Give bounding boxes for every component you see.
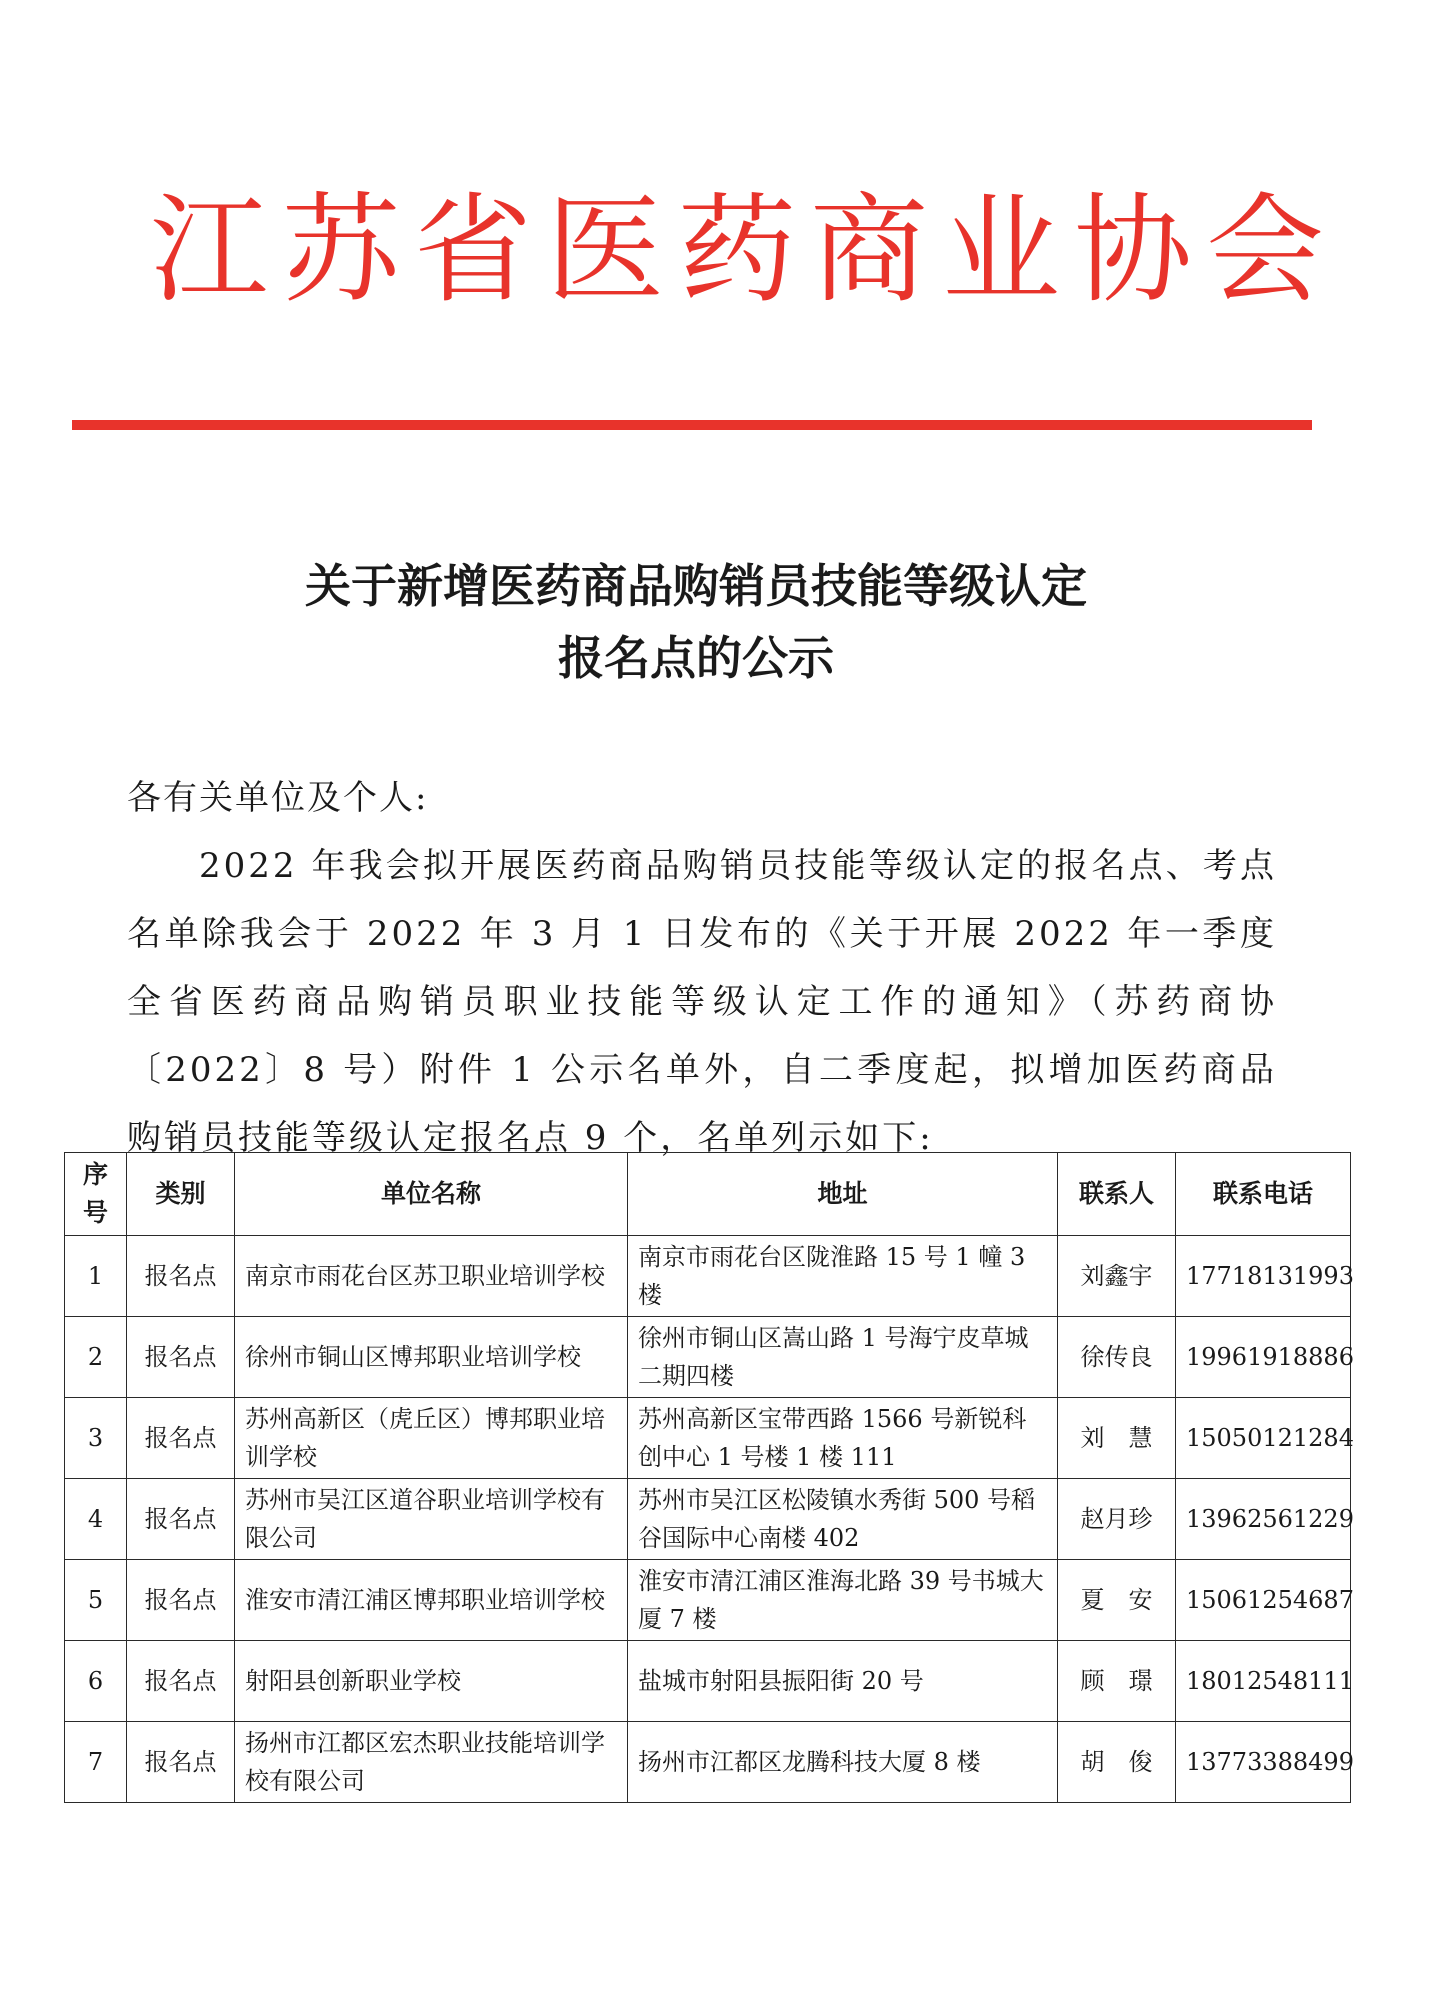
cell-seq: 2 (65, 1317, 127, 1398)
table-row (65, 1641, 1351, 1722)
header-category: 类别 (127, 1153, 235, 1236)
cell-contact: 徐传良 (1058, 1317, 1176, 1398)
cell-phone: 18012548111 (1176, 1641, 1351, 1722)
cell-category: 报名点 (127, 1479, 235, 1560)
cell-contact: 赵月珍 (1058, 1479, 1176, 1560)
letterhead-red-rule (72, 420, 1312, 430)
cell-unit: 苏州市吴江区道谷职业培训学校有限公司 (235, 1479, 628, 1560)
document-title-line-2: 报名点的公示 (558, 631, 834, 685)
registration-points-table (64, 1152, 1354, 1803)
salutation: 各有关单位及个人: (127, 778, 429, 818)
document-title-line-1: 关于新增医药商品购销员技能等级认定 (305, 559, 1087, 613)
cell-phone: 19961918886 (1176, 1317, 1351, 1398)
cell-unit: 扬州市江都区宏杰职业技能培训学校有限公司 (235, 1722, 628, 1803)
cell-category: 报名点 (127, 1560, 235, 1641)
table-row (65, 1479, 1351, 1560)
cell-unit: 徐州市铜山区博邦职业培训学校 (235, 1317, 628, 1398)
cell-address: 扬州市江都区龙腾科技大厦 8 楼 (628, 1722, 1058, 1803)
cell-contact: 刘鑫宇 (1058, 1236, 1176, 1317)
cell-seq: 4 (65, 1479, 127, 1560)
table-row (65, 1560, 1351, 1641)
table-row (65, 1398, 1351, 1479)
cell-contact: 胡 俊 (1058, 1722, 1176, 1803)
cell-address: 南京市雨花台区陇淮路 15 号 1 幢 3 楼 (628, 1236, 1058, 1317)
cell-phone: 15061254687 (1176, 1560, 1351, 1641)
cell-address: 徐州市铜山区嵩山路 1 号海宁皮草城二期四楼 (628, 1317, 1058, 1398)
cell-contact: 刘 慧 (1058, 1398, 1176, 1479)
cell-address: 淮安市清江浦区淮海北路 39 号书城大厦 7 楼 (628, 1560, 1058, 1641)
cell-seq: 3 (65, 1398, 127, 1479)
table-row (65, 1236, 1351, 1317)
letterhead-org-name: 江苏省医药商业协会 (150, 181, 1339, 319)
cell-address: 盐城市射阳县振阳街 20 号 (628, 1641, 1058, 1722)
cell-seq: 1 (65, 1236, 127, 1317)
cell-category: 报名点 (127, 1317, 235, 1398)
cell-phone: 15050121284 (1176, 1398, 1351, 1479)
header-unit: 单位名称 (235, 1153, 628, 1236)
cell-phone: 13962561229 (1176, 1479, 1351, 1560)
cell-category: 报名点 (127, 1641, 235, 1722)
cell-seq: 5 (65, 1560, 127, 1641)
cell-address: 苏州高新区宝带西路 1566 号新锐科创中心 1 号楼 1 楼 111 (628, 1398, 1058, 1479)
header-phone: 联系电话 (1176, 1153, 1351, 1236)
cell-seq: 6 (65, 1641, 127, 1722)
cell-unit: 淮安市清江浦区博邦职业培训学校 (235, 1560, 628, 1641)
cell-category: 报名点 (127, 1398, 235, 1479)
cell-address: 苏州市吴江区松陵镇水秀街 500 号稻谷国际中心南楼 402 (628, 1479, 1058, 1560)
table-row (65, 1722, 1351, 1803)
header-contact: 联系人 (1058, 1153, 1176, 1236)
cell-phone: 17718131993 (1176, 1236, 1351, 1317)
header-seq: 序号 (65, 1153, 127, 1236)
cell-unit: 南京市雨花台区苏卫职业培训学校 (235, 1236, 628, 1317)
cell-contact: 夏 安 (1058, 1560, 1176, 1641)
cell-contact: 顾 璟 (1058, 1641, 1176, 1722)
cell-category: 报名点 (127, 1722, 235, 1803)
body-paragraph: 2022 年我会拟开展医药商品购销员技能等级认定的报名点、考点名单除我会于 2022 年 3 月 1 日发布的《关于开展 2022 年一季度全省医药商品购销员职业技能等级认定工作的通知》（苏药商协〔2022〕8 号）附件 1 公示名单外，自二季度起，拟增加医药商品购销员技能等级认定报名点 9 个，名单列示如下: (127, 846, 1277, 1158)
table-header-row (65, 1153, 1351, 1236)
cell-phone: 13773388499 (1176, 1722, 1351, 1803)
cell-seq: 7 (65, 1722, 127, 1803)
cell-category: 报名点 (127, 1236, 235, 1317)
cell-unit: 射阳县创新职业学校 (235, 1641, 628, 1722)
cell-unit: 苏州高新区（虎丘区）博邦职业培训学校 (235, 1398, 628, 1479)
table-row (65, 1317, 1351, 1398)
header-address: 地址 (628, 1153, 1058, 1236)
